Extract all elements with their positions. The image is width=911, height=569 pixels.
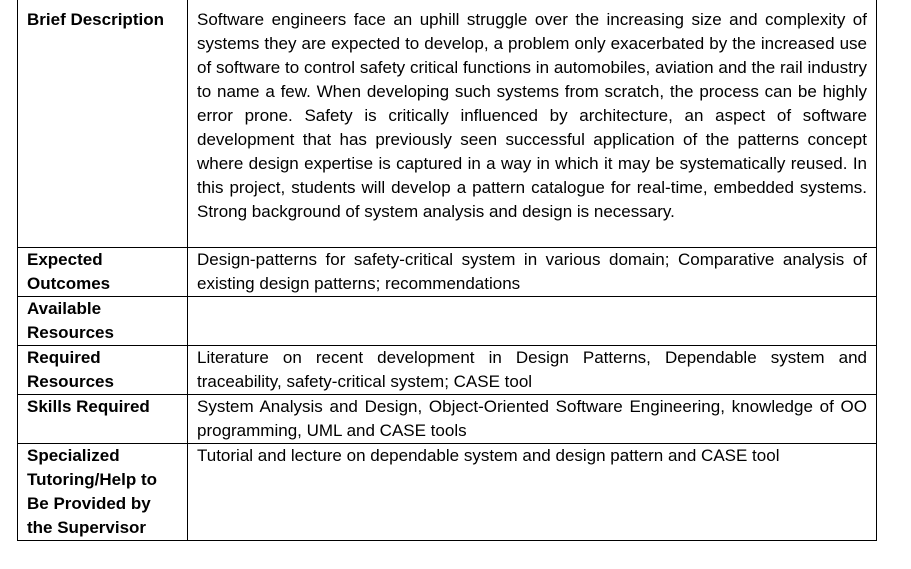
required-resources-row [18,346,877,395]
skills-required-value: System Analysis and Design, Object-Oriented Software Engineering, knowledge of OO programming, UML and CASE tools [188,395,877,444]
brief-description-row [18,0,877,248]
expected-outcomes-label: Expected Outcomes [18,248,188,297]
available-resources-label: Available Resources [18,297,188,346]
specialized-tutoring-value: Tutorial and lecture on dependable system and design pattern and CASE tool [188,444,877,541]
required-resources-label: Required Resources [18,346,188,395]
expected-outcomes-value: Design-patterns for safety-critical system in various domain; Comparative analysis of existing design patterns; recommendations [188,248,877,297]
skills-required-row [18,395,877,444]
brief-description-label: Brief Description [18,0,188,248]
specialized-tutoring-row [18,444,877,541]
expected-outcomes-row [18,248,877,297]
brief-description-value: Software engineers face an uphill struggle over the increasing size and complexity of systems they are expected to develop, a problem only exacerbated by the increased use of software to control safety critical functions in automobiles, aviation and the rail industry to name a few. When developing such systems from scratch, the process can be highly error prone. Safety is critically influenced by architecture, an aspect of software development that has previously seen successful application of the patterns concept where design expertise is captured in a way in which it may be systematically reused. In this project, students will develop a pattern catalogue for real-time, embedded systems. Strong background of system analysis and design is necessary. [188,0,877,248]
available-resources-value [188,297,877,346]
skills-required-label: Skills Required [18,395,188,444]
project-details-table [17,0,877,541]
available-resources-row [18,297,877,346]
specialized-tutoring-label: Specialized Tutoring/Help to Be Provided by the Supervisor [18,444,188,541]
required-resources-value: Literature on recent development in Design Patterns, Dependable system and traceability, safety-critical system; CASE tool [188,346,877,395]
